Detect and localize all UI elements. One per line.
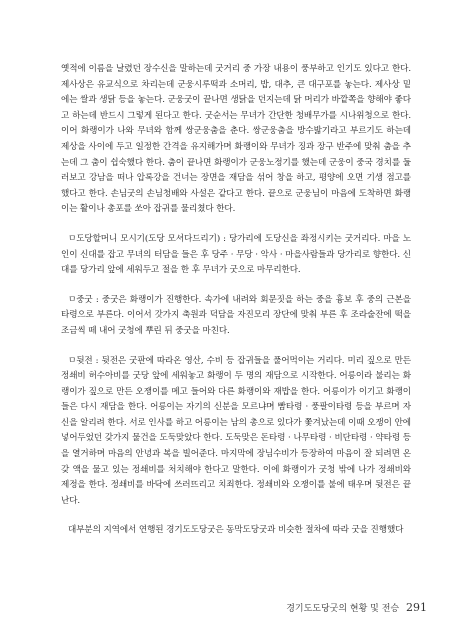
paragraph-dwitjeon: ㅁ뒷전 : 뒷전은 굿판에 따라온 영산, 수비 등 잡귀들을 풀어먹이는 거리다. 미리 짚으로 만든 정쇄비 허수아비를 굿당 앞에 세워놓고 화랭이 두 명의 재담으로 시작한다. 어릉이라 불리는 화랭이가 짚으로 만든 오쟁이를 메고 들어와 다른 화랭이와 재밥을 한다. 어릉이가 이기고 화랭이들은 다시 재담을 한다. 어릉이는 자기의 신분을 모르냐며 빰타령 · 풍팔이타령 등을 부르며 자신을 알리려 한다. 서로 인사를 하고 어릉이는 남의 총으로 있다가 쫓겨났는데 이때 오쟁이 안에 넣어두었던 갖가지 물건을 도둑맞았다 한다. 도둑맞은 돈타령 · 나무타령 · 비단타령 · 약타령 등을 열거하며 마음의 안녕과 복을 빌어준다. 마지막에 장님수비가 등장하여 마음이 잘 되려면 온갖 액을 물고 있는 정쇄비를 처치해야 한다고 말한다. 이에 화랭이가 굿청 밖에 나가 정쇄비와 제정을 한다. 정쇄비를 바닥에 쓰러뜨리고 치죄한다. 정쇄비와 오쟁이를 불에 태우며 뒷전은 끝난다.	[61, 355, 411, 506]
running-title: 경기도도당굿의 현황 및 전승	[286, 604, 400, 614]
paragraph-jung-gut: ㅁ중굿 : 중굿은 화랭이가 진행한다. 속가에 내려와 회문짓을 하는 중을 흉보 후 중의 근본을 타령으로 부른다. 이어서 갓가지 축원과 덕담을 자진모리 장단에 맞춰 부른 후 조라술잔에 떡을 조금씩 떼 내어 굿청에 뿌린 뒤 중굿을 마친다.	[61, 294, 411, 336]
page-number: 291	[406, 601, 427, 614]
paragraph-closing: 대부분의 지역에서 연행된 경기도도당굿은 동막도당굿과 비슷한 절차에 따라 굿을 진행했다	[68, 525, 404, 536]
paragraph-gunung-gut: 옛적에 이름을 날렸던 장수신을 말하는데 굿거리 중 가장 내용이 풍부하고 인기도 있다고 한다. 제사상은 유교식으로 차리는데 군웅시루떡과 소머리, 밥, 대추, 큰 대구포를 놓는다. 제사상 밑에는 쌀과 생닭 등을 놓는다. 군웅굿이 끝나면 생닭을 던지는데 닭 머리가 바깥쪽을 향해야 좋다고 하는데 반드시 그렇게 된다고 한다. 굿순서는 무녀가 간단한 청배무가를 시나위청으로 한다. 이어 화랭이가 나와 무녀와 함께 쌍군웅춤을 춘다. 쌍군웅춤을 방수밟기라고 부르기도 하는데 제상을 사이에 두고 일정한 간격을 유지해가며 화랭이와 무녀가 징과 장구 반주에 맞춰 춤을 추는데 그 춤이 쉽숙했다 한다. 춤이 끝나면 화랭이가 군웅노정기를 했는데 군웅이 중국 경치를 둘러보고 강남을 떠나 압록강을 건너는 장면을 재담을 섞어 창을 하고, 평양에 오면 기생 점고를 했다고 한다. 손님굿의 손님청배와 사설은 같다고 한다. 끝으로 군웅님이 마음에 도착하면 화랭이는 활이나 총포를 쏘아 잡귀를 물리쳤다 한다.	[61, 64, 411, 215]
paragraph-dodang-halmeoni: ㅁ도당할머니 모시기(도당 모셔다드리기) : 당가리에 도당신을 좌정시키는 굿거리다. 마을 노인이 신대를 잡고 무녀의 터담을 들은 후 당주 · 무당 · 악사 · 마을사람들과 당가리로 향한다. 신대를 당가리 앞에 세워두고 절을 한 후 무녀가 굿으로 마무리한다.	[61, 233, 411, 276]
body-text	[61, 62, 411, 539]
page-footer	[286, 601, 427, 614]
